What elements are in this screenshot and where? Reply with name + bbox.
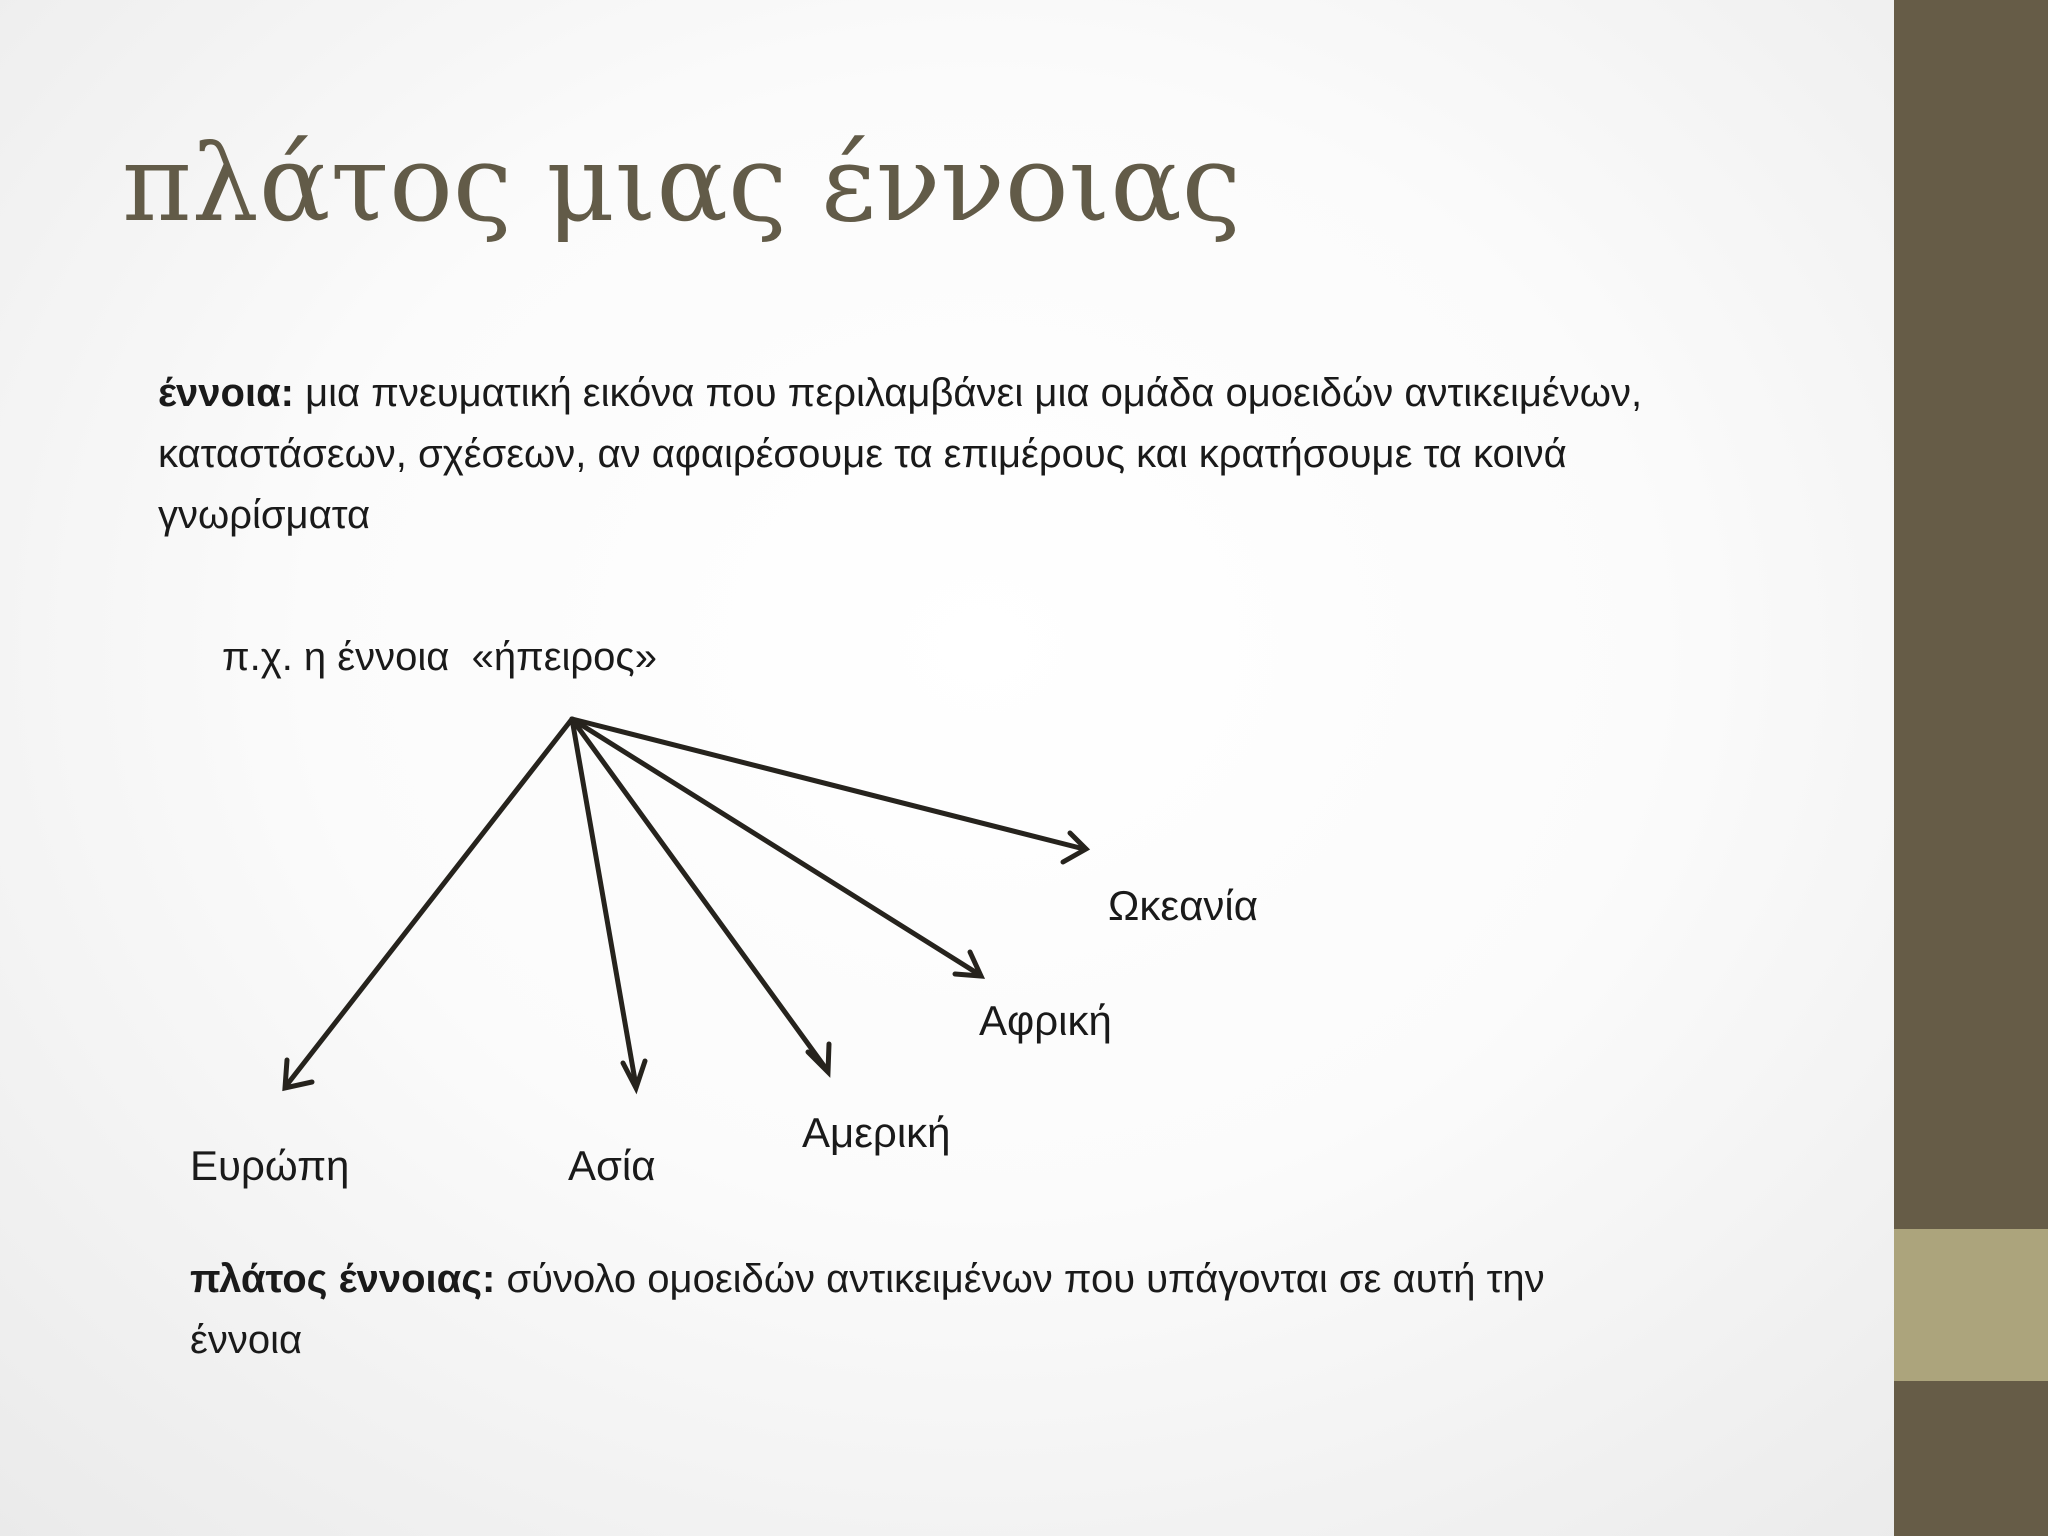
scope-definition-term: πλάτος έννοιας: bbox=[190, 1257, 496, 1301]
example-label: π.χ. η έννοια «ήπειρος» bbox=[222, 635, 657, 679]
definition-text: μια πνευματική εικόνα που περιλαμβάνει μια ομάδα ομοειδών αντικειμένων, καταστάσεων, σχέσεων, αν αφαιρέσουμε τα επιμέρους και κρατήσουμε τα κοινά γνωρίσματα bbox=[158, 371, 1643, 537]
arrow-to-europe bbox=[286, 719, 572, 1086]
node-label-africa: Αφρική bbox=[979, 997, 1112, 1044]
definition-term: έννοια: bbox=[158, 371, 294, 415]
node-label-asia: Ασία bbox=[568, 1142, 656, 1189]
scope-definition-text: σύνολο ομοειδών αντικειμένων που υπάγονται σε αυτή την έννοια bbox=[190, 1257, 1545, 1362]
arrow-to-africa bbox=[572, 719, 980, 975]
slide-title: πλάτος μιας έννοιας bbox=[122, 122, 1242, 245]
node-label-america: Αμερική bbox=[802, 1109, 951, 1156]
arrow-to-asia bbox=[572, 719, 636, 1086]
arrow-to-oceania bbox=[572, 719, 1084, 849]
node-label-oceania: Ωκεανία bbox=[1108, 882, 1259, 929]
node-label-europe: Ευρώπη bbox=[190, 1142, 350, 1189]
scope-definition bbox=[190, 1249, 1640, 1371]
